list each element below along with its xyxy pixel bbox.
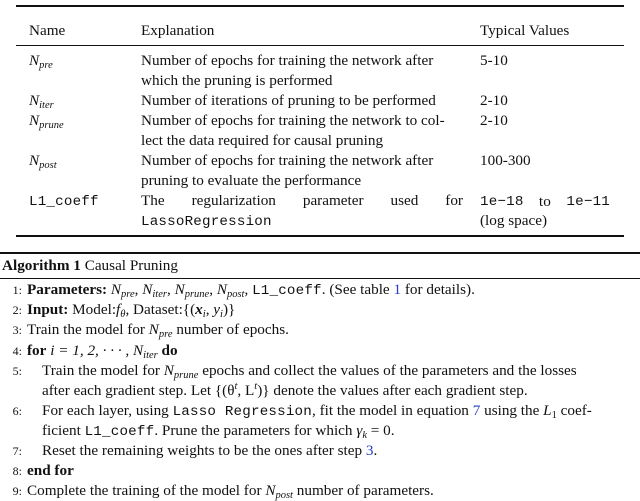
row-npost-explanation-line2: pruning to evaluate the performance: [141, 172, 362, 189]
table-header-rule: [16, 45, 624, 46]
row-npost-explanation-line1: Number of epochs for training the network after: [141, 152, 434, 169]
table-bottom-rule: [16, 235, 624, 237]
row-npost-typical: 100-300: [480, 152, 531, 169]
row-nprune-name: $N_{prune}$: [29, 112, 64, 131]
header-typical-values: Typical Values: [480, 22, 570, 39]
header-name: Name: [29, 22, 66, 39]
row-niter-explanation: Number of iterations of pruning to be performed: [141, 92, 436, 109]
algorithm-line-5: 5: Train the model for $N_{prune}$ epochs and collect the values of the parameters and the losses after each gradient step. Let {($\theta^t$, $L^t$)} denote the values after each gradient step.: [12, 362, 577, 399]
algorithm-caption-rule: [0, 278, 640, 279]
algorithm-caption: Algorithm 1 Causal Pruning: [2, 257, 178, 274]
row-l1coeff-name: L1_coeff: [29, 194, 99, 210]
header-explanation: Explanation: [141, 22, 215, 39]
algorithm-line-6: 6: For each layer, using Lasso Regression, fit the model in equation 7 using the $L_1$ coef- ficient L1_coeff. Prune the parameters for which $\gamma_k = 0$.: [12, 402, 592, 441]
row-nprune-explanation-line2: lect the data required for causal pruning: [141, 132, 384, 149]
equation-ref-link[interactable]: 7: [472, 402, 481, 419]
table-ref-link[interactable]: 1: [393, 281, 402, 298]
row-npre-name: $N_{pre}$: [29, 52, 53, 71]
row-l1coeff-explanation-line1: The regularization parameter used for: [141, 192, 463, 209]
step-ref-link[interactable]: 3: [365, 442, 374, 459]
row-l1coeff-typical-line1: 1e−18 to 1e−11: [480, 193, 610, 210]
row-npre-explanation-line2: which the pruning is performed: [141, 72, 333, 89]
row-nprune-typical: 2-10: [480, 112, 508, 129]
row-l1coeff-typical-line2: (log space): [480, 212, 548, 229]
table-top-rule: [16, 5, 624, 7]
row-npost-name: $N_{post}$: [29, 152, 57, 171]
row-nprune-explanation-line1: Number of epochs for training the network to col-: [141, 112, 445, 129]
row-niter-name: $N_{iter}$: [29, 92, 54, 111]
algorithm-top-rule: [0, 252, 640, 254]
row-niter-typical: 2-10: [480, 92, 508, 109]
row-npre-typical: 5-10: [480, 52, 508, 69]
row-npre-explanation-line1: Number of epochs for training the network after: [141, 52, 434, 69]
row-l1coeff-explanation-code: LassoRegression: [141, 214, 272, 230]
